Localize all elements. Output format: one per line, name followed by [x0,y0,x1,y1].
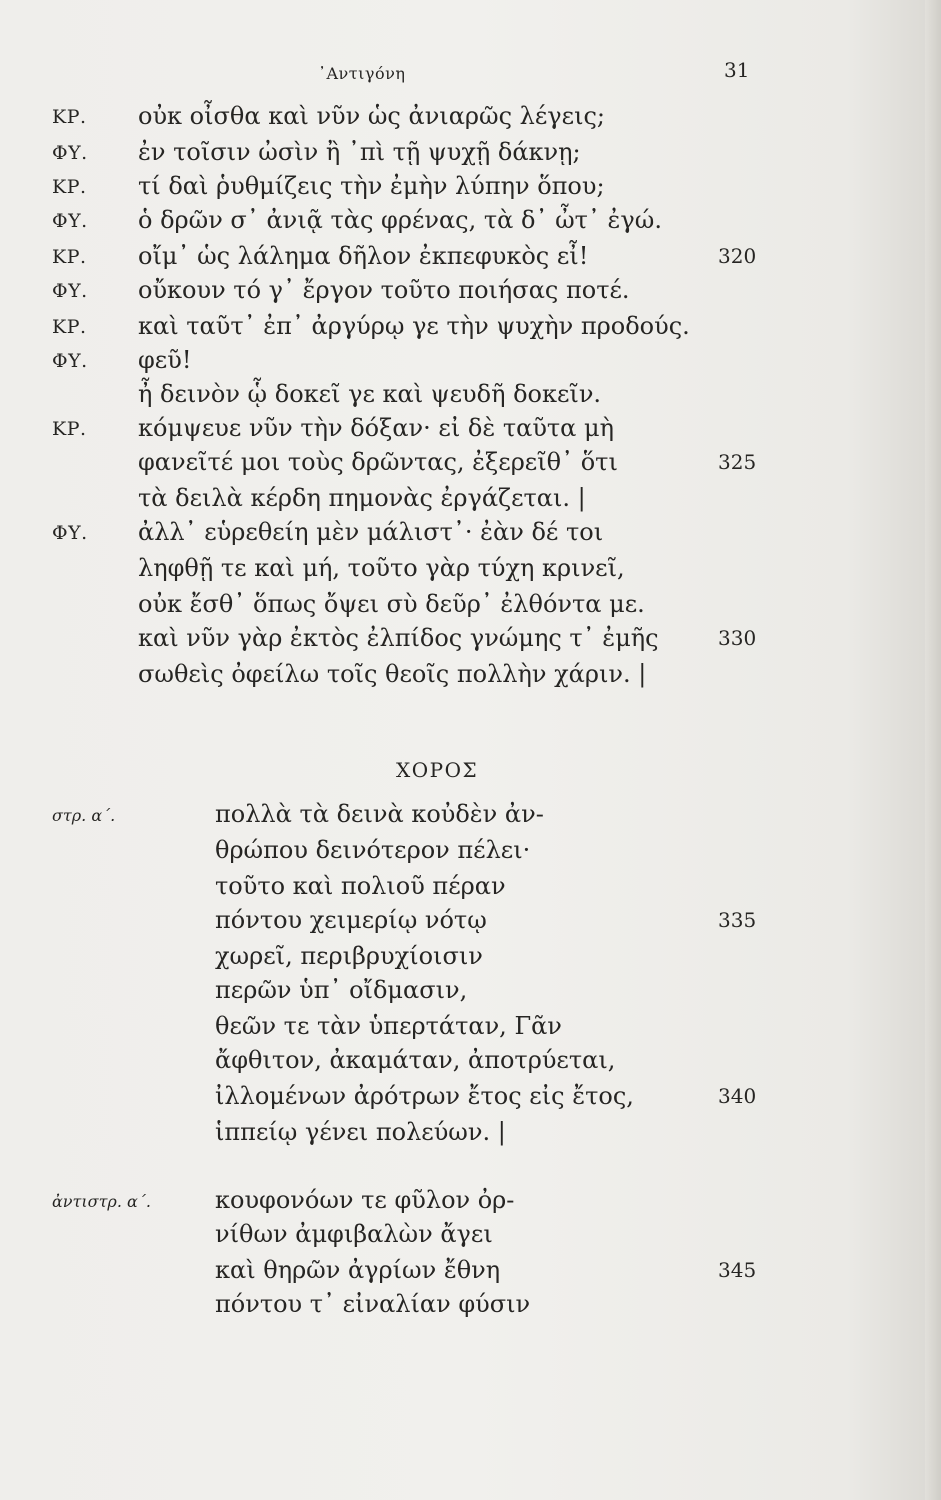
dialogue-line [0,414,941,448]
speaker-label: ΦΥ. [52,350,88,372]
dialogue-line [0,554,941,588]
chorus-line [0,800,941,834]
strophe-label: στρ. α΄. [52,806,116,825]
page-number: 31 [724,58,750,82]
line-number: 320 [718,244,757,268]
chorus-line [0,1290,941,1324]
speaker-label: ΚΡ. [52,106,87,128]
dialogue-line [0,312,941,346]
running-header-title: ᾿Αντιγόνη [318,64,406,83]
chorus-heading: ΧΟΡΟΣ [396,758,479,782]
verse-text: οὔκουν τό γ᾽ ἔργον τοῦτο ποιήσας ποτέ. [138,276,630,304]
verse-text: ἀλλ᾽ εὑρεθείη μὲν μάλιστ᾽· ἐὰν δέ τοι [138,518,604,546]
verse-text: καὶ νῦν γὰρ ἐκτὸς ἐλπίδος γνώμης τ᾽ ἐμῆς [138,624,659,652]
verse-text: τὰ δειλὰ κέρδη πημονὰς ἐργάζεται. | [138,484,586,512]
speaker-label: ΦΥ. [52,522,88,544]
verse-text: τοῦτο καὶ πολιοῦ πέραν [215,872,506,900]
verse-text: πόντου χειμερίῳ νότῳ [215,906,487,934]
verse-text: ληφθῇ τε καὶ μή, τοῦτο γὰρ τύχη κρινεῖ, [138,554,625,582]
chorus-line [0,942,941,976]
verse-text: σωθεὶς ὀφείλω τοῖς θεοῖς πολλὴν χάριν. | [138,660,647,688]
speaker-label: ΦΥ. [52,280,88,302]
dialogue-line [0,660,941,694]
dialogue-line [0,138,941,172]
verse-text: ἱππείῳ γένει πολεύων. | [215,1118,506,1146]
chorus-line [0,976,941,1010]
dialogue-line [0,448,941,482]
dialogue-line [0,346,941,380]
dialogue-line [0,590,941,624]
chorus-line [0,836,941,870]
dialogue-line [0,276,941,310]
verse-text: καὶ ταῦτ᾽ ἐπ᾽ ἀργύρῳ γε τὴν ψυχὴν προδούς. [138,312,690,340]
verse-text: περῶν ὑπ᾽ οἴδμασιν, [215,976,468,1004]
verse-text: κόμψευε νῦν τὴν δόξαν· εἰ δὲ ταῦτα μὴ [138,414,614,442]
verse-text: ἐν τοῖσιν ὠσὶν ἢ ᾽πὶ τῇ ψυχῇ δάκνῃ; [138,138,581,166]
verse-text: χωρεῖ, περιβρυχίοισιν [215,942,483,970]
speaker-label: ΚΡ. [52,246,87,268]
verse-text: οὐκ ἔσθ᾽ ὅπως ὄψει σὺ δεῦρ᾽ ἐλθόντα με. [138,590,645,618]
strophe-label: ἀντιστρ. α΄. [52,1192,151,1211]
line-number: 345 [718,1258,757,1282]
dialogue-line [0,102,941,136]
verse-text: φεῦ! [138,346,192,374]
verse-text: καὶ θηρῶν ἀγρίων ἔθνη [215,1256,501,1284]
chorus-line [0,1220,941,1254]
dialogue-line [0,624,941,658]
verse-text: τί δαὶ ῥυθμίζεις τὴν ἐμὴν λύπην ὅπου; [138,172,605,200]
verse-text: πολλὰ τὰ δεινὰ κοὐδὲν ἀν- [215,800,544,828]
line-number: 335 [718,908,757,932]
speaker-label: ΦΥ. [52,210,88,232]
speaker-label: ΦΥ. [52,142,88,164]
verse-text: θρώπου δεινότερον πέλει· [215,836,531,864]
verse-text: ὁ δρῶν σ᾽ ἀνιᾷ τὰς φρένας, τὰ δ᾽ ὦτ᾽ ἐγώ. [138,206,662,234]
speaker-label: ΚΡ. [52,176,87,198]
chorus-line [0,906,941,940]
chorus-line [0,1118,941,1152]
verse-text: ἰλλομένων ἀρότρων ἔτος εἰς ἔτος, [215,1082,634,1110]
verse-text: θεῶν τε τὰν ὑπερτάταν, Γᾶν [215,1012,562,1040]
verse-text: κουφονόων τε φῦλον ὀρ- [215,1186,515,1214]
line-number: 325 [718,450,757,474]
chorus-line [0,1256,941,1290]
dialogue-line [0,380,941,414]
line-number: 340 [718,1084,757,1108]
chorus-line [0,1186,941,1220]
dialogue-line [0,484,941,518]
chorus-line [0,1082,941,1116]
verse-text: φανεῖτέ μοι τοὺς δρῶντας, ἐξερεῖθ᾽ ὅτι [138,448,618,476]
verse-text: νίθων ἀμφιβαλὼν ἄγει [215,1220,493,1248]
dialogue-line [0,242,941,276]
line-number: 330 [718,626,757,650]
verse-text: ἄφθιτον, ἀκαμάταν, ἀποτρύεται, [215,1046,616,1074]
chorus-line [0,872,941,906]
dialogue-line [0,206,941,240]
verse-text: οὐκ οἶσθα καὶ νῦν ὡς ἀνιαρῶς λέγεις; [138,102,606,130]
speaker-label: ΚΡ. [52,316,87,338]
verse-text: ἦ δεινὸν ᾧ δοκεῖ γε καὶ ψευδῆ δοκεῖν. [138,380,602,408]
verse-text: οἴμ᾽ ὡς λάλημα δῆλον ἐκπεφυκὸς εἶ! [138,242,589,270]
chorus-line [0,1012,941,1046]
dialogue-line [0,172,941,206]
dialogue-line [0,518,941,552]
verse-text: πόντου τ᾽ εἰναλίαν φύσιν [215,1290,531,1318]
chorus-line [0,1046,941,1080]
speaker-label: ΚΡ. [52,418,87,440]
